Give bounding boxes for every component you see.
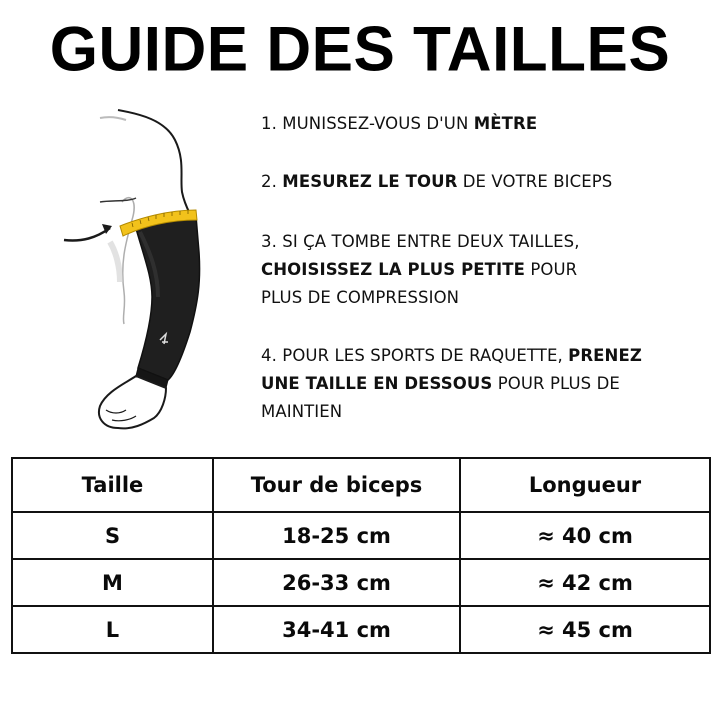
page-title: GUIDE DES TAILLES: [49, 14, 671, 85]
header-taille: Taille: [12, 458, 213, 512]
arm-illustration: [40, 92, 260, 432]
header-tour-de-biceps: Tour de biceps: [213, 458, 460, 512]
table-row: [12, 559, 710, 606]
step-2: 2. MESUREZ LE TOUR DE VOTRE BICEPS: [261, 172, 613, 191]
size-cell: L: [12, 606, 213, 653]
biceps-cell: 18-25 cm: [213, 512, 460, 559]
size-cell: M: [12, 559, 213, 606]
arrow-icon: [64, 224, 112, 241]
biceps-cell: 34-41 cm: [213, 606, 460, 653]
length-cell: ≈ 42 cm: [460, 559, 710, 606]
step-3: 3. SI ÇA TOMBE ENTRE DEUX TAILLES, CHOISISSEZ LA PLUS PETITE POUR PLUS DE COMPRESSION: [261, 232, 580, 307]
fist-icon: [99, 376, 166, 428]
table-row: [12, 512, 710, 559]
header-longueur: Longueur: [460, 458, 710, 512]
length-cell: ≈ 40 cm: [460, 512, 710, 559]
length-cell: ≈ 45 cm: [460, 606, 710, 653]
step-1: 1. MUNISSEZ-VOUS D'UN MÈTRE: [261, 114, 538, 133]
table-row: [12, 606, 710, 653]
biceps-cell: 26-33 cm: [213, 559, 460, 606]
size-table: [11, 457, 711, 654]
step-4: 4. POUR LES SPORTS DE RAQUETTE, PRENEZ UNE TAILLE EN DESSOUS POUR PLUS DE MAINTIEN: [261, 346, 642, 421]
size-cell: S: [12, 512, 213, 559]
table-header-row: [12, 458, 710, 512]
compression-sleeve-icon: [135, 215, 200, 388]
